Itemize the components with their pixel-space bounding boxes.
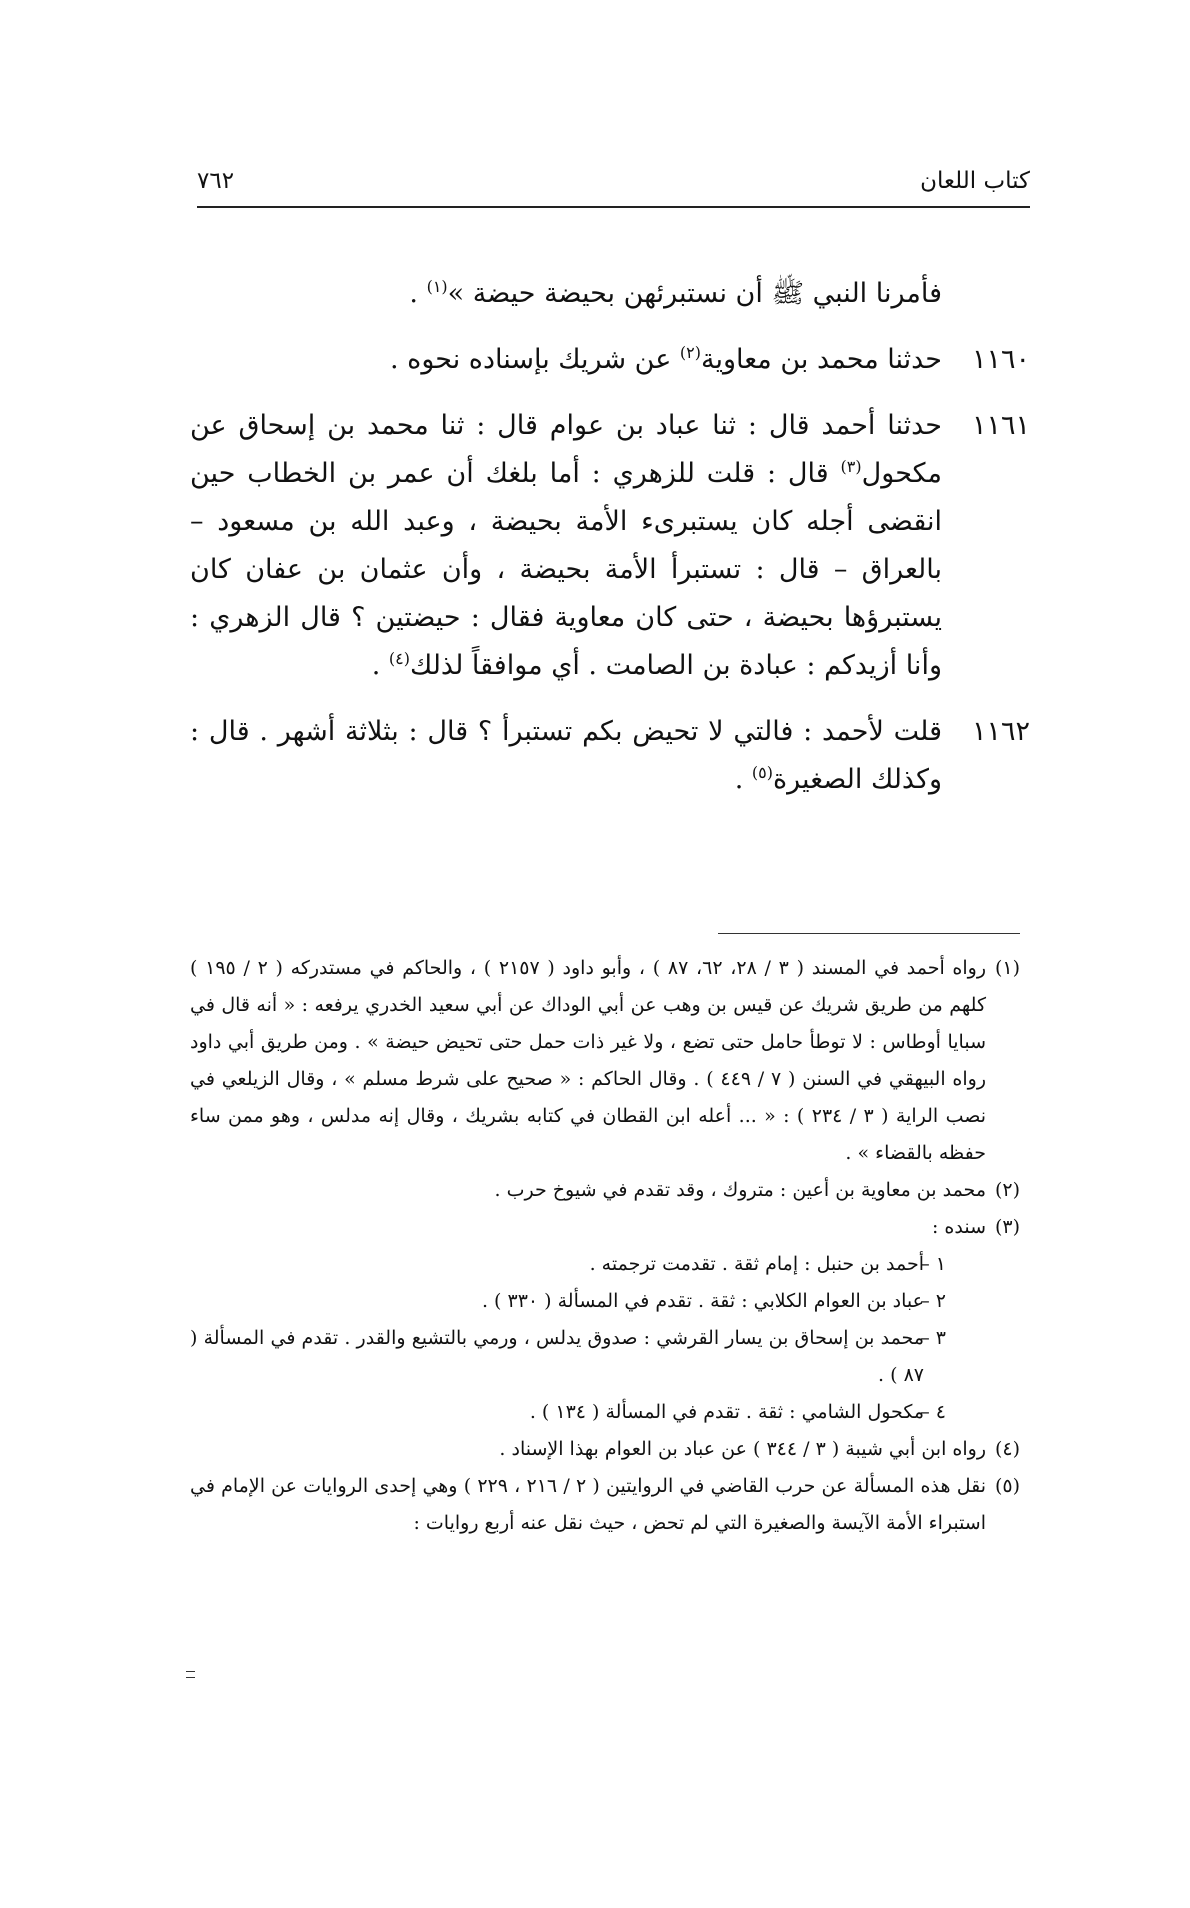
footnote-text: محمد بن معاوية بن أعين : متروك ، وقد تقدم في شيوخ حرب . [494, 1179, 986, 1201]
sanad-item-4 [190, 1394, 986, 1431]
sanad-item-3 [190, 1320, 986, 1394]
footnote-text: رواه أحمد في المسند ( ٣ / ٢٨، ٦٢، ٨٧ ) ، وأبو داود ( ٢١٥٧ ) ، والحاكم في مستدركه ( ٢ / ١٩٥ ) كلهم من طريق شريك عن قيس بن وهب عن أبي الوداك عن أبي سعيد الخدري يرفعه : « أنه قال في سبايا أوطاس : لا توطأ حامل حتى تضع ، ولا غير ذات حمل حتى تحيض حيضة » . ومن طريق أبي داود رواه البيهقي في السنن ( ٧ / ٤٤٩ ) . وقال الحاكم : « صحيح على شرط مسلم » ، وقال الزيلعي في نصب الراية ( ٣ / ٢٣٤ ) : « ... أعله ابن القطان في كتابه بشريك ، وقال إنه مدلس ، وهو ممن ساء حفظه بالقضاء » . [190, 957, 987, 1164]
paragraph-text: حدثنا أحمد قال : ثنا عباد بن عوام قال : ثنا محمد بن إسحاق عن مكحول [190, 410, 942, 489]
book-title: كتاب اللعان [920, 168, 1030, 194]
paragraph-tail: . [409, 278, 427, 309]
paragraph-1160 [190, 336, 1030, 384]
footnote-ref: (٣) [840, 457, 862, 476]
footnote-5 [190, 1468, 1020, 1542]
footnote-number: (١) [994, 957, 1020, 979]
footnote-4 [190, 1431, 1020, 1468]
sanad-item-2 [190, 1283, 986, 1320]
footnote-3 [190, 1209, 1020, 1246]
footnote-number: (٢) [994, 1179, 1020, 1201]
sanad-text: مكحول الشامي : ثقة . تقدم في المسألة ( ١٣٤ ) . [529, 1401, 924, 1423]
paragraph-number: ١١٦١ [971, 410, 1030, 441]
paragraph-1162 [190, 708, 1030, 804]
header-rule [197, 206, 1030, 208]
paragraph-number: ١١٦٢ [971, 716, 1030, 747]
paragraph-text: فأمرنا النبي ﷺ أن نستبرئهن بحيضة حيضة » [447, 278, 942, 309]
footnote-text: نقل هذه المسألة عن حرب القاضي في الروايتين ( ٢ / ٢١٦ ، ٢٢٩ ) وهي إحدى الروايات عن الإمام في استبراء الأمة الآيسة والصغيرة التي لم تحض ، حيث نقل عنه أربع روايات : [190, 1475, 986, 1534]
footnote-ref-2: (٤) [388, 649, 410, 668]
footnote-number: (٤) [994, 1438, 1020, 1460]
footnote-text: رواه ابن أبي شيبة ( ٣ / ٣٤٤ ) عن عباد بن العوام بهذا الإسناد . [499, 1438, 986, 1460]
paragraph-1161 [190, 402, 1030, 690]
footnote-1 [190, 950, 1020, 1172]
paragraph-text-2: قال : قلت للزهري : أما بلغك أن عمر بن الخطاب حين انقضى أجله كان يستبرىء الأمة بحيضة ، وعبد الله بن مسعود – بالعراق – قال : تستبرأ الأمة بحيضة ، وأن عثمان بن عفان كان يستبرؤها بحيضة ، حتى كان معاوية فقال : حيضتين ؟ قال الزهري : وأنا أزيدكم : عبادة بن الصامت . أي موافقاً لذلك [190, 458, 942, 681]
paragraph-text: حدثنا محمد بن معاوية [701, 344, 942, 375]
sanad-text: محمد بن إسحاق بن يسار القرشي : صدوق يدلس ، ورمي بالتشيع والقدر . تقدم في المسألة ( ٨٧ ) . [190, 1327, 924, 1386]
sanad-number: ١ – [920, 1253, 946, 1275]
sanad-number: ٢ – [920, 1290, 946, 1312]
end-mark [186, 1671, 195, 1678]
main-text [190, 270, 1030, 822]
page-number: ٧٦٢ [197, 168, 235, 194]
sanad-text: عباد بن العوام الكلابي : ثقة . تقدم في المسألة ( ٣٣٠ ) . [481, 1290, 924, 1312]
page-header [197, 168, 1030, 208]
footnote-number: (٥) [994, 1475, 1020, 1497]
sanad-text: أحمد بن حنبل : إمام ثقة . تقدمت ترجمته . [589, 1253, 924, 1275]
footnotes [190, 950, 1020, 1542]
sanad-number: ٣ – [920, 1327, 946, 1349]
paragraph-tail: عن شريك بإسناده نحوه . [390, 344, 680, 375]
footnote-2 [190, 1172, 1020, 1209]
paragraph-text: قلت لأحمد : فالتي لا تحيض بكم تستبرأ ؟ قال : بثلاثة أشهر . قال : وكذلك الصغيرة [190, 716, 942, 795]
footnote-ref: (٥) [751, 763, 773, 782]
footnote-ref: (٢) [679, 343, 702, 362]
paragraph-number: ١١٦٠ [971, 344, 1030, 375]
footnote-number: (٣) [994, 1216, 1020, 1238]
sanad-item-1 [190, 1246, 986, 1283]
footnote-text: سنده : [931, 1216, 986, 1238]
paragraph-continuation [190, 270, 1030, 318]
footnote-ref: (١) [426, 277, 448, 296]
paragraph-tail: . [371, 650, 389, 681]
paragraph-tail: . [734, 764, 752, 795]
sanad-number: ٤ – [920, 1401, 946, 1423]
footnote-separator [718, 933, 1020, 934]
